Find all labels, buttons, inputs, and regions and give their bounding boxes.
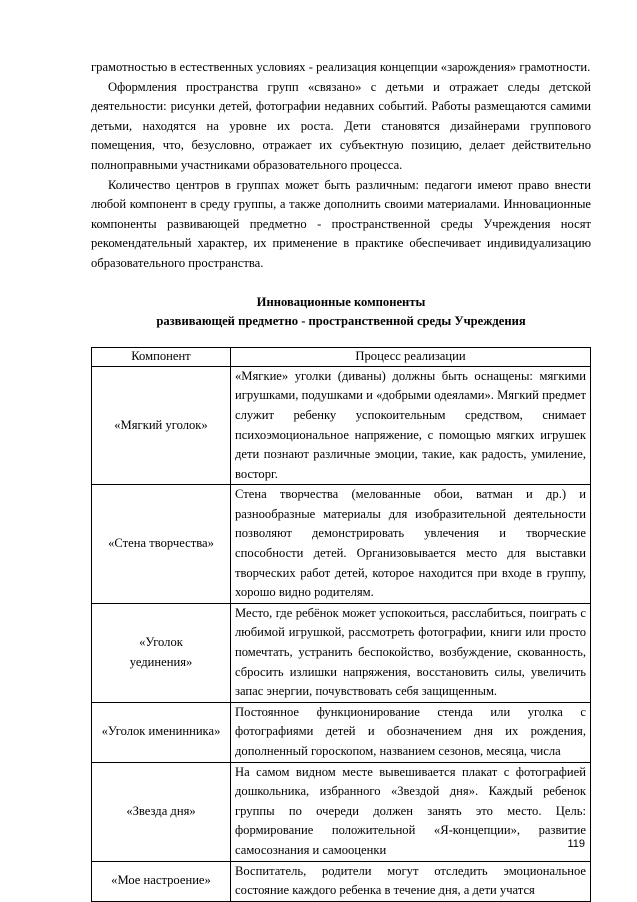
process-cell: Постоянное функционирование стенда или уголка с фотографиями детей и обозначением дня их рождения, дополненный гороскопом, названием сезонов, месяца, числа bbox=[231, 702, 591, 762]
process-cell: Место, где ребёнок может успокоиться, расслабиться, поиграть с любимой игрушкой, рассмотреть фотографии, книги или просто помечтать, устранить беспокойство, возбуждение, скованность, сбросить излишки напряжения, восстановить силы, увеличить запас энергии, почувствовать себя защищенным. bbox=[231, 603, 591, 702]
process-cell: На самом видном месте вывешивается плакат с фотографией дошкольника, избранного «Звездой дня». Каждый ребенок группы по очереди должен занять это место. Цель: формирование положительной «Я-концепции», развитие самосознания и самооценки bbox=[231, 762, 591, 861]
header-component: Компонент bbox=[92, 347, 231, 366]
page-number: 119 bbox=[567, 838, 585, 850]
table-header-row bbox=[92, 347, 591, 366]
table-row bbox=[92, 762, 591, 861]
table-heading-line-1: Инновационные компоненты bbox=[256, 294, 426, 309]
process-cell: Воспитатель, родители могут отследить эмоциональное состояние каждого ребенка в течение дня, а дети учатся bbox=[231, 861, 591, 901]
component-cell: «Стена творчества» bbox=[92, 485, 231, 604]
components-table bbox=[91, 347, 591, 902]
table-row bbox=[92, 861, 591, 901]
component-cell: «Мягкий уголок» bbox=[92, 366, 231, 485]
table-row bbox=[92, 702, 591, 762]
table-row bbox=[92, 485, 591, 604]
table-row bbox=[92, 366, 591, 485]
document-page bbox=[91, 58, 591, 902]
component-cell: «Звезда дня» bbox=[92, 762, 231, 861]
table-heading-line-2: развивающей предметно - пространственной среды Учреждения bbox=[156, 314, 526, 329]
header-process: Процесс реализации bbox=[231, 347, 591, 366]
component-cell: «Уголок уединения» bbox=[92, 603, 231, 702]
paragraph-3: Количество центров в группах может быть различным: педагоги имеют право внести любой компонент в среду группы, а также дополнить своими материалами. Инновационные компоненты развивающей предметно - пространственной среды Учреждения носят рекомендательный характер, их применение в практике обеспечивает индивидуализацию образовательного пространства. bbox=[91, 177, 591, 270]
table-row bbox=[92, 603, 591, 702]
process-cell: Стена творчества (мелованные обои, ватман и др.) и разнообразные материалы для изобразительной деятельности позволяют демонстрировать увлечения и творческие способности детей. Организовывается место для выставки творческих работ детей, которое находится при входе в группу, хорошо видно родителям. bbox=[231, 485, 591, 604]
component-cell: «Уголок именинника» bbox=[92, 702, 231, 762]
paragraph-1: грамотностью в естественных условиях - реализация концепции «зарождения» грамотности. bbox=[91, 60, 591, 74]
process-cell: «Мягкие» уголки (диваны) должны быть оснащены: мягкими игрушками, подушками и «добрыми одеялами». Мягкий предмет служит ребенку успокоительным средством, снимает психоэмоциональное напряжение, с помощью мягких игрушек дети познают различные эмоции, такие, как радость, умиление, восторг. bbox=[231, 366, 591, 485]
paragraph-2: Оформления пространства групп «связано» с детьми и отражает следы детской деятельности: рисунки детей, фотографии недавних событий. Работы размещаются самими детьми, находятся на уровне их роста. Дети становятся дизайнерами группового помещения, что, безусловно, отражает их субъектную позицию, делает действительно полноправными участниками образовательного процесса. bbox=[91, 79, 591, 172]
table-heading bbox=[91, 293, 591, 332]
component-cell: «Мое настроение» bbox=[92, 861, 231, 901]
